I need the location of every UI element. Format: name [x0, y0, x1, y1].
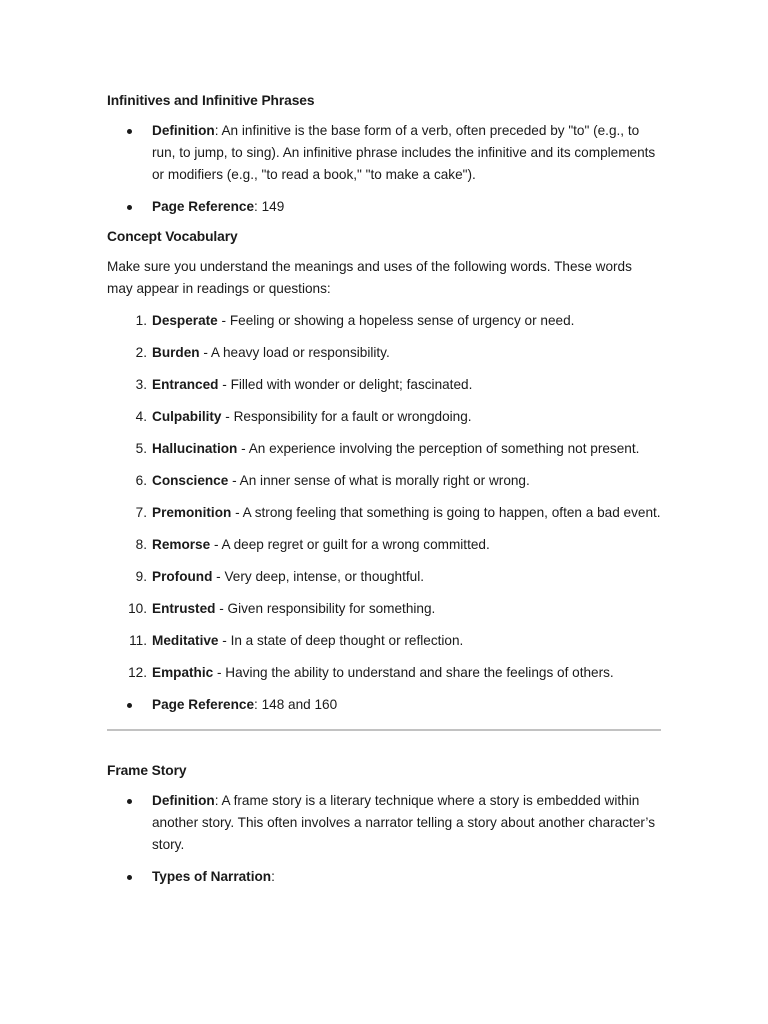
list-item: [107, 790, 661, 856]
vocabulary-item: [107, 598, 661, 620]
vocabulary-item: [107, 342, 661, 364]
vocabulary-definition: - An experience involving the perception of something not present.: [237, 441, 640, 456]
item-number: 11.: [129, 633, 147, 648]
vocabulary-item: [107, 438, 661, 460]
vocabulary-term: Entranced: [152, 377, 219, 392]
vocabulary-intro: Make sure you understand the meanings and uses of the following words. These words may appear in readings or questions:: [107, 259, 632, 296]
bullet-icon: [127, 205, 132, 210]
vocabulary-term: Entrusted: [152, 601, 216, 616]
vocabulary-heading: Concept Vocabulary: [107, 229, 238, 244]
vocabulary-item: [107, 502, 661, 524]
vocabulary-definition: - In a state of deep thought or reflection.: [218, 633, 464, 648]
item-number: 6.: [135, 473, 147, 488]
vocabulary-item: [107, 310, 661, 332]
vocabulary-item: [107, 374, 661, 396]
bullet-icon: [127, 875, 132, 880]
vocabulary-definition: - Very deep, intense, or thoughtful.: [212, 569, 424, 584]
page-reference-label: Page Reference: [152, 199, 255, 214]
vocabulary-term: Culpability: [152, 409, 222, 424]
item-number: 2.: [135, 345, 147, 360]
vocabulary-item: [107, 566, 661, 588]
vocabulary-definition: - Responsibility for a fault or wrongdoing.: [221, 409, 472, 424]
vocabulary-term: Meditative: [152, 633, 219, 648]
vocabulary-term: Conscience: [152, 473, 229, 488]
item-number: 4.: [135, 409, 147, 424]
item-number: 3.: [135, 377, 147, 392]
item-number: 7.: [135, 505, 147, 520]
list-item: [107, 196, 661, 218]
vocabulary-term: Hallucination: [152, 441, 238, 456]
vocabulary-definition: - A strong feeling that something is going to happen, often a bad event.: [231, 505, 661, 520]
vocabulary-definition: - A deep regret or guilt for a wrong committed.: [210, 537, 490, 552]
list-item: [107, 694, 661, 716]
infinitives-heading: Infinitives and Infinitive Phrases: [107, 93, 315, 108]
vocabulary-item: [107, 534, 661, 556]
item-number: 1.: [135, 313, 147, 328]
types-of-narration-label: Types of Narration: [152, 869, 272, 884]
definition-label: Definition: [152, 793, 215, 808]
bullet-icon: [127, 799, 132, 804]
definition-label: Definition: [152, 123, 215, 138]
bullet-icon: [127, 129, 132, 134]
vocabulary-definition: - Given responsibility for something.: [215, 601, 436, 616]
item-number: 12.: [128, 665, 147, 680]
vocabulary-definition: - Feeling or showing a hopeless sense of urgency or need.: [217, 313, 575, 328]
item-number: 10.: [128, 601, 147, 616]
vocabulary-term: Empathic: [152, 665, 214, 680]
vocabulary-definition: - An inner sense of what is morally right or wrong.: [228, 473, 530, 488]
vocabulary-list: [107, 310, 661, 684]
vocabulary-definition: - Filled with wonder or delight; fascinated.: [218, 377, 473, 392]
list-item: [107, 120, 661, 186]
frame-story-list: [107, 790, 661, 888]
item-number: 8.: [135, 537, 147, 552]
page-reference-text: : 149: [254, 199, 285, 214]
definition-text: : A frame story is a literary technique where a story is embedded within another story. This often involves a narrator telling a story about another character’s story.: [152, 793, 655, 852]
vocabulary-term: Burden: [152, 345, 200, 360]
section-divider: [107, 729, 661, 731]
item-number: 9.: [135, 569, 147, 584]
vocabulary-term: Remorse: [152, 537, 211, 552]
vocabulary-term: Desperate: [152, 313, 218, 328]
vocabulary-definition: - Having the ability to understand and share the feelings of others.: [213, 665, 614, 680]
page-reference-label: Page Reference: [152, 697, 255, 712]
vocabulary-item: [107, 406, 661, 428]
definition-text: : An infinitive is the base form of a verb, often preceded by "to" (e.g., to run, to jump, to sing). An infinitive phrase includes the infinitive and its complements or modifiers (e.g., "to read a book," "to make a cake").: [152, 123, 656, 182]
page-reference-text: : 148 and 160: [254, 697, 338, 712]
vocabulary-item: [107, 662, 661, 684]
vocabulary-term: Profound: [152, 569, 213, 584]
vocabulary-definition: - A heavy load or responsibility.: [199, 345, 390, 360]
vocabulary-page-ref: [107, 694, 661, 716]
frame-story-heading: Frame Story: [107, 763, 187, 778]
vocabulary-item: [107, 470, 661, 492]
vocabulary-term: Premonition: [152, 505, 232, 520]
item-number: 5.: [135, 441, 147, 456]
infinitives-list: [107, 120, 661, 218]
bullet-icon: [127, 703, 132, 708]
types-of-narration-text: :: [271, 869, 275, 884]
document-content: [107, 88, 661, 888]
list-item: [107, 866, 661, 888]
vocabulary-item: [107, 630, 661, 652]
